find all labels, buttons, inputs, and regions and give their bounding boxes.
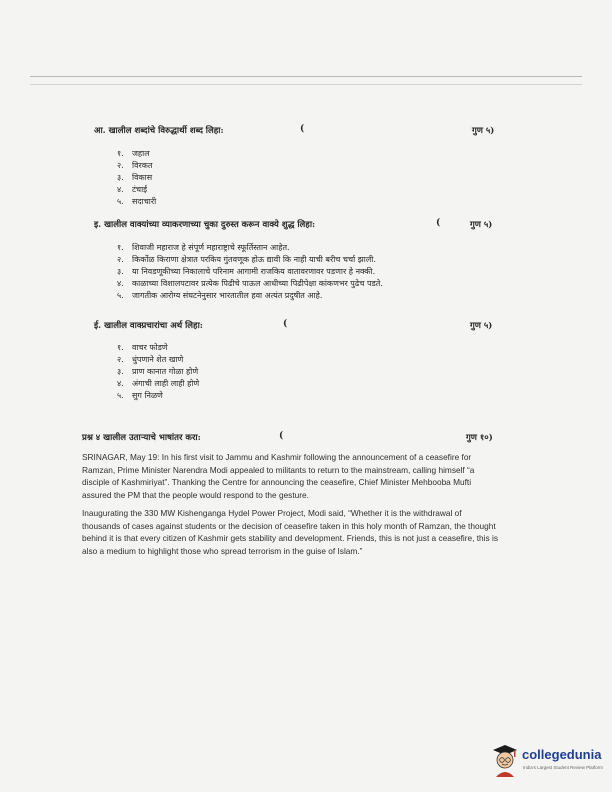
item-text: विरकत xyxy=(132,161,153,170)
question4-marks: गुण १०) xyxy=(466,433,493,443)
section-i-paren: ( xyxy=(436,218,441,228)
list-item xyxy=(117,184,156,196)
item-number: ५. xyxy=(117,197,124,206)
item-number: २. xyxy=(117,161,124,170)
collegedunia-logo xyxy=(490,740,608,780)
section-a-heading: आ. खालील शब्दांचे विरुद्धार्थी शब्द लिहा: xyxy=(94,126,224,136)
section-a-paren: ( xyxy=(300,124,305,134)
item-text: या निवडणूकीच्या निकालाचे परिनाम आगामी राजकिय वातावरणावर पडणार हे नक्की. xyxy=(132,267,376,276)
item-number: २. xyxy=(117,355,124,364)
translation-passage xyxy=(82,451,502,563)
item-text: काळाच्या विशालपटावर प्रत्येक पिढीचे पाऊल आधीच्या पिढीपेक्षा कांकणभर पुढेच पडते. xyxy=(132,279,383,288)
section-ii-heading: ई. खालील वाक्प्रचारांचा अर्थ लिहा: xyxy=(94,321,203,331)
list-item xyxy=(117,354,199,366)
item-text: सुग निळणे xyxy=(132,391,163,400)
item-number: ४. xyxy=(117,379,124,388)
passage-paragraph: Inaugurating the 330 MW Kishenganga Hydel Power Project, Modi said, “Whether it is the withdrawal of thousands of cases against students or the decision of ceasefire taken in this holy month of Ramzan, the thought behind it is that every citizen of Kashmir gets stability and development. Friends, this is not just a ceasefire, this is also a medium to highlight those who spread terrorism in the guise of Islam.” xyxy=(82,508,498,556)
list-item xyxy=(117,172,156,184)
list-item xyxy=(117,196,156,208)
item-text: विकास xyxy=(132,173,153,182)
item-text: सदाचारी xyxy=(132,197,157,206)
list-item xyxy=(117,278,383,290)
item-text: धुंपणाने शेत खाणे xyxy=(132,355,184,364)
list-item xyxy=(117,160,156,172)
item-text: शिवाजी महाराज हे संपूर्ण महाराष्ट्राचे स्फूर्तिस्तान आहेत. xyxy=(132,243,290,252)
item-number: २. xyxy=(117,255,124,264)
section-a-list xyxy=(117,148,156,208)
section-i-marks: गुण ५) xyxy=(470,220,493,230)
list-item xyxy=(117,266,383,278)
question4-heading: प्रश्न ४ खालील उताऱ्याचे भाषांतर करा: xyxy=(82,433,201,443)
section-a-marks: गुण ५) xyxy=(472,126,495,136)
item-number: ४. xyxy=(117,279,124,288)
list-item xyxy=(117,366,199,378)
section-ii-list xyxy=(117,342,199,402)
section-ii-paren: ( xyxy=(283,319,288,329)
graduate-mascot-icon xyxy=(490,742,520,778)
item-number: ३. xyxy=(117,173,124,182)
list-item xyxy=(117,290,383,302)
item-text: प्राण कानात गोळा होणे xyxy=(132,367,199,376)
item-number: ४. xyxy=(117,185,124,194)
item-number: ३. xyxy=(117,367,124,376)
item-text: जहाल xyxy=(132,149,150,158)
item-text: किर्कोळ किराणा क्षेत्रात परकिय गुंतवणूक होऊ द्यावी कि नाही याची बरीच चर्चा झाली. xyxy=(132,255,376,264)
logo-brand: collegedunia xyxy=(522,747,602,762)
passage-paragraph: SRINAGAR, May 19: In his first visit to Jammu and Kashmir following the announcement of a ceasefire for Ramzan, Prime Minister Narendra Modi appealed to militants to return to the mainstream, calling himself “a disciple of Kashmiriyat”. Thanking the Centre for announcing the ceasefire, Chief Minister Mehbooba Mufti assured the PM that the people would respond to the gesture. xyxy=(82,452,475,500)
list-item xyxy=(117,390,199,402)
section-ii-marks: गुण ५) xyxy=(470,321,493,331)
item-number: १. xyxy=(117,243,124,252)
top-divider xyxy=(30,76,582,77)
list-item xyxy=(117,148,156,160)
list-item xyxy=(117,342,199,354)
item-number: १. xyxy=(117,149,124,158)
section-i-heading: इ. खालील वाक्यांच्या व्याकरणाच्या चुका दुरुस्त करून वाक्ये शुद्ध लिहा: xyxy=(94,220,316,230)
section-i-list xyxy=(117,242,383,302)
top-divider-secondary xyxy=(30,84,582,85)
list-item xyxy=(117,378,199,390)
list-item xyxy=(117,254,383,266)
item-number: १. xyxy=(117,343,124,352)
question4-paren: ( xyxy=(279,431,284,441)
item-text: वाचर फोडणे xyxy=(132,343,168,352)
item-number: ५. xyxy=(117,391,124,400)
logo-tagline: India's Largest Student Review Platform xyxy=(523,765,603,770)
item-text: टंचाई xyxy=(132,185,148,194)
item-number: ५. xyxy=(117,291,124,300)
item-text: जागतीक आरोग्य संघटनेनुसार भारतातील हवा अत्यंत प्रदुषीत आहे. xyxy=(132,291,323,300)
item-text: अंगाची लाही लाही होणे xyxy=(132,379,200,388)
item-number: ३. xyxy=(117,267,124,276)
list-item xyxy=(117,242,383,254)
